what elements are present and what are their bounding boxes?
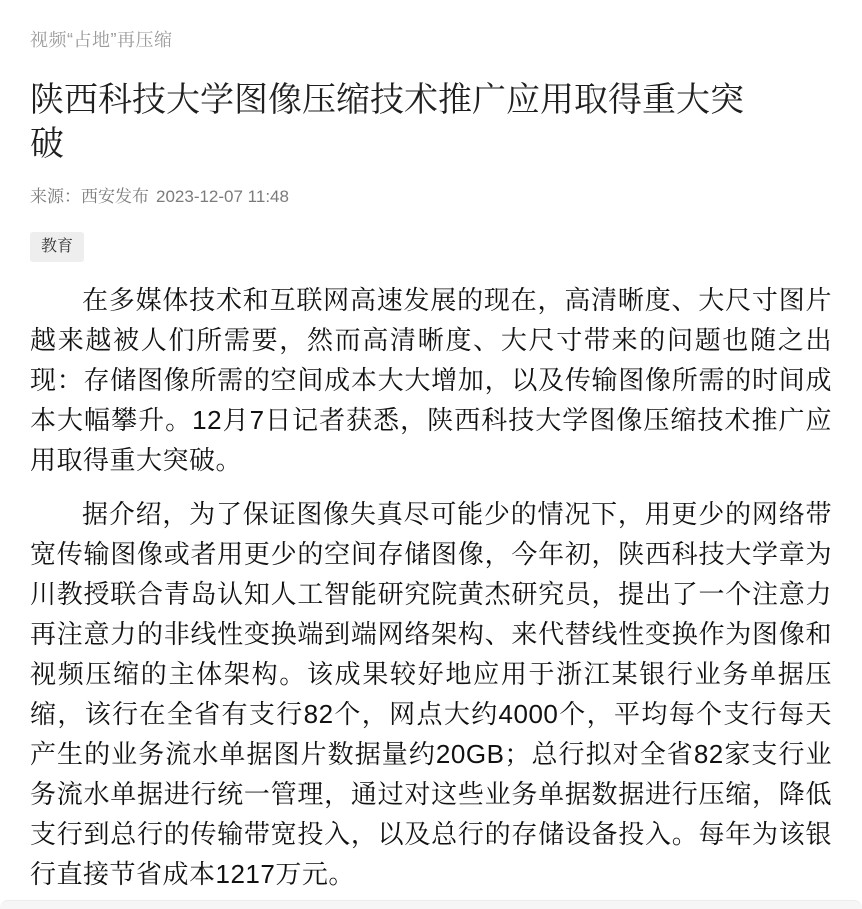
paragraph: 在多媒体技术和互联网高速发展的现在，高清晰度、大尺寸图片越来越被人们所需要，然而高清晰度、大尺寸带来的问题也随之出现：存储图像所需的空间成本大大增加，以及传输图像所需的时间成本大幅攀升。12月7日记者获悉，陕西科技大学图像压缩技术推广应用取得重大突破。 — [30, 285, 832, 475]
article-body — [30, 280, 832, 894]
article-title: 陕西科技大学图像压缩技术推广应用取得重大突破 — [30, 81, 744, 163]
next-section-edge — [0, 900, 862, 909]
article-source: 来源：西安发布 — [30, 187, 149, 206]
paragraph: 据介绍，为了保证图像失真尽可能少的情况下，用更少的网络带宽传输图像或者用更少的空间存储图像，今年初，陕西科技大学章为川教授联合青岛认知人工智能研究院黄杰研究员，提出了一个注意力再注意力的非线性变换端到端网络架构、来代替线性变换作为图像和视频压缩的主体架构。该成果较好地应用于浙江某银行业务单据压缩，该行在全省有支行82个，网点大约4000个，平均每个支行每天产生的业务流水单据图片数据量约20GB；总行拟对全省82家支行业务流水单据进行统一管理，通过对这些业务单据数据进行压缩，降低支行到总行的传输带宽投入，以及总行的存储设备投入。每年为该银行直接节省成本1217万元。 — [30, 499, 832, 889]
article-meta — [30, 186, 832, 208]
category-tag[interactable]: 教育 — [30, 232, 84, 262]
publish-datetime: 2023-12-07 11:48 — [156, 187, 289, 206]
kicker-link[interactable]: 视频“占地”再压缩 — [30, 30, 173, 50]
